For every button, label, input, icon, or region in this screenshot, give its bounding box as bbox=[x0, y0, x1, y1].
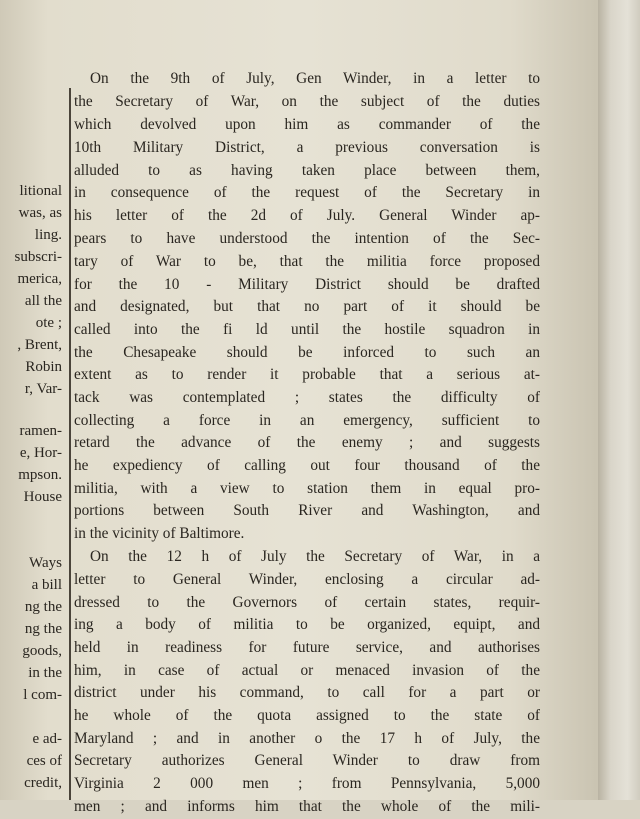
article-line: portions between South River and Washington, and bbox=[74, 502, 540, 519]
left-fragment: , Brent, bbox=[17, 337, 62, 353]
article-line: the Secretary of War, on the subject of the duties bbox=[74, 93, 540, 110]
article-line: On the 9th of July, Gen Winder, in a letter to bbox=[90, 70, 540, 87]
left-fragment: subscri- bbox=[14, 249, 62, 265]
left-fragment: ote ; bbox=[35, 315, 62, 331]
left-fragment: l com- bbox=[23, 687, 62, 703]
left-fragment: was, as bbox=[18, 205, 62, 221]
left-fragment: ling. bbox=[34, 227, 62, 243]
article-line: district under his command, to call for a part or bbox=[74, 684, 540, 701]
article-line: ing a body of militia to be organized, equipt, and bbox=[74, 616, 540, 633]
left-fragment: ng the bbox=[24, 599, 62, 615]
article-line: collecting a force in an emergency, sufficient to bbox=[74, 412, 540, 429]
article-line: which devolved upon him as commander of the bbox=[74, 116, 540, 133]
left-fragment: goods, bbox=[22, 643, 62, 659]
article-line: Secretary authorizes General Winder to draw from bbox=[74, 752, 540, 769]
article-line: 10th Military District, a previous conversation is bbox=[74, 139, 540, 156]
left-fragment: Robin bbox=[25, 359, 62, 375]
article-line: On the 12 h of July the Secretary of War, in a bbox=[90, 548, 540, 565]
left-fragment: e, Hor- bbox=[19, 445, 62, 461]
article-line: letter to General Winder, enclosing a circular ad- bbox=[74, 571, 540, 588]
article-column bbox=[74, 0, 542, 815]
left-fragment: merica, bbox=[17, 271, 62, 287]
left-fragment: all the bbox=[24, 293, 62, 309]
article-line: militia, with a view to station them in equal pro- bbox=[74, 480, 540, 497]
article-line: the Chesapeake should be inforced to such an bbox=[74, 344, 540, 361]
left-fragment: ces of bbox=[26, 753, 62, 769]
article-line: and designated, but that no part of it should be bbox=[74, 298, 540, 315]
article-line: pears to have understood the intention of the Sec- bbox=[74, 230, 540, 247]
article-line: his letter of the 2d of July. General Winder ap- bbox=[74, 207, 540, 224]
article-line: he expediency of calling out four thousand of the bbox=[74, 457, 540, 474]
left-fragment: r, Var- bbox=[24, 381, 62, 397]
left-fragment: mpson. bbox=[18, 467, 62, 483]
page-edge bbox=[598, 0, 640, 800]
article-line: Virginia 2 000 men ; from Pennsylvania, 5,000 bbox=[74, 775, 540, 792]
left-fragment: litional bbox=[19, 183, 62, 199]
left-fragment: ng the bbox=[24, 621, 62, 637]
left-fragment: Ways bbox=[29, 555, 62, 571]
article-line: Maryland ; and in another o the 17 h of July, the bbox=[74, 730, 540, 747]
column-rule bbox=[69, 88, 71, 800]
article-line: called into the fi ld until the hostile squadron in bbox=[74, 321, 540, 338]
article-line: alluded to as having taken place between them, bbox=[74, 162, 540, 179]
left-fragment: credit, bbox=[24, 775, 62, 791]
article-line: for the 10 - Military District should be drafted bbox=[74, 276, 540, 293]
article-line: held in readiness for future service, and authorises bbox=[74, 639, 540, 656]
left-fragment: House bbox=[23, 489, 62, 505]
left-fragment: e ad- bbox=[32, 731, 62, 747]
article-line: in consequence of the request of the Secretary in bbox=[74, 184, 540, 201]
article-line: he whole of the quota assigned to the state of bbox=[74, 707, 540, 724]
left-fragment: in the bbox=[28, 665, 62, 681]
left-fragment: ramen- bbox=[19, 423, 62, 439]
article-line: retard the advance of the enemy ; and suggests bbox=[74, 434, 540, 451]
article-line: him, in case of actual or menaced invasion of the bbox=[74, 662, 540, 679]
article-line: tack was contemplated ; states the difficulty of bbox=[74, 389, 540, 406]
left-column-fragments bbox=[0, 180, 64, 800]
article-line: in the vicinity of Baltimore. bbox=[74, 525, 245, 542]
left-fragment: a bill bbox=[31, 577, 62, 593]
article-line: extent as to render it probable that a serious at- bbox=[74, 366, 540, 383]
article-line: tary of War to be, that the militia force proposed bbox=[74, 253, 540, 270]
article-line: dressed to the Governors of certain states, requir- bbox=[74, 594, 540, 611]
article-line: men ; and informs him that the whole of the mili- bbox=[74, 798, 540, 815]
